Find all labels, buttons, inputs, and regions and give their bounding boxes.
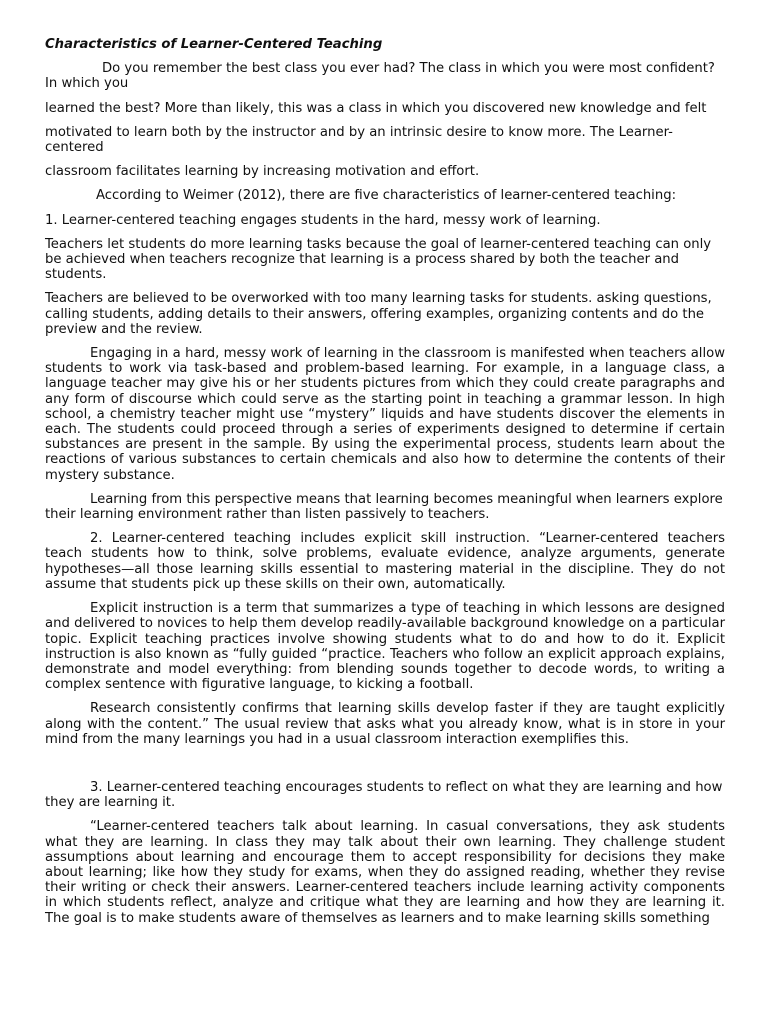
paragraph-intro-3: motivated to learn both by the instructor and by an intrinsic desire to know more. The Learner-centered [45, 124, 673, 156]
paragraph-reflect: “Learner-centered teachers talk about learning. In casual conversations, they ask students what they are learning. In class they may talk about their own learning. They challenge student assumptions about learning and encourage them to accept responsibility for decisions they make about learning; like how they study for exams, when they do assigned reading, whether they revise their writing or check their answers. Learner-centered teachers include learning activity components in which students reflect, analyze and critique what they are learning and how they are learning it. The goal is to make students aware of themselves as learners and to make learning skills something [45, 819, 725, 926]
document-page [45, 37, 725, 935]
paragraph-overworked: Teachers are believed to be overworked with too many learning tasks for students. asking questions, calling students, adding details to their answers, offering examples, organizing contents and do the preview and the review. [45, 291, 712, 337]
paragraph-intro-2: learned the best? More than likely, this was a class in which you discovered new knowledge and felt [45, 100, 707, 116]
paragraph-engaging: Engaging in a hard, messy work of learning in the classroom is manifested when teachers allow students to work via task-based and problem-based learning. For example, in a language class, a language teacher may give his or her students pictures from which they could create paragraphs and any form of discourse which could serve as the starting point in teaching a grammar lesson. In high school, a chemistry teacher might use “mystery” liquids and have students discover the elements in each. The students could proceed through a series of experiments designed to determine if certain substances are present in the sample. By using the experimental process, students learn about the reactions of various substances to certain chemicals and also how to determine the contents of their mystery substance. [45, 346, 725, 483]
paragraph-intro-1: Do you remember the best class you ever had? The class in which you were most confident? In which you [45, 61, 715, 92]
characteristic-2-paragraph: 2. Learner-centered teaching includes explicit skill instruction. “Learner-centered teachers teach students how to think, solve problems, evaluate evidence, analyze arguments, generate hypotheses—all those learning skills essential to mastering material in the discipline. They do not assume that students pick up these skills on their own, automatically. [45, 531, 725, 592]
document-title: Characteristics of Learner-Centered Teaching [45, 37, 383, 52]
characteristic-1-heading: 1. Learner-centered teaching engages students in the hard, messy work of learning. [45, 212, 601, 228]
paragraph-intro-4: classroom facilitates learning by increasing motivation and effort. [45, 164, 480, 180]
paragraph-perspective: Learning from this perspective means that learning becomes meaningful when learners explore their learning environment rather than listen passively to teachers. [45, 491, 723, 523]
paragraph-weimer: According to Weimer (2012), there are five characteristics of learner-centered teaching: [96, 188, 677, 204]
paragraph-research: Research consistently confirms that learning skills develop faster if they are taught explicitly along with the content.” The usual review that asks what you already know, what is in store in your mind from the many learnings you had in a usual classroom interaction exemplifies this. [45, 701, 725, 747]
paragraph-explicit-instruction: Explicit instruction is a term that summarizes a type of teaching in which lessons are designed and delivered to novices to help them develop readily-available background knowledge on a particular topic. Explicit teaching practices involve showing students what to do and how to do it. Explicit instruction is also known as “fully guided “practice. Teachers who follow an explicit approach explains, demonstrate and model everything: from blending sounds together to decode words, to writing a complex sentence with figurative language, to kicking a football. [45, 601, 725, 693]
characteristic-3-heading: 3. Learner-centered teaching encourages students to reflect on what they are learning and how they are learning it. [45, 779, 723, 811]
section-spacer [45, 756, 725, 780]
paragraph-learning-tasks: Teachers let students do more learning tasks because the goal of learner-centered teaching can only be achieved when teachers recognize that learning is a process shared by both the teacher and students. [45, 236, 712, 283]
